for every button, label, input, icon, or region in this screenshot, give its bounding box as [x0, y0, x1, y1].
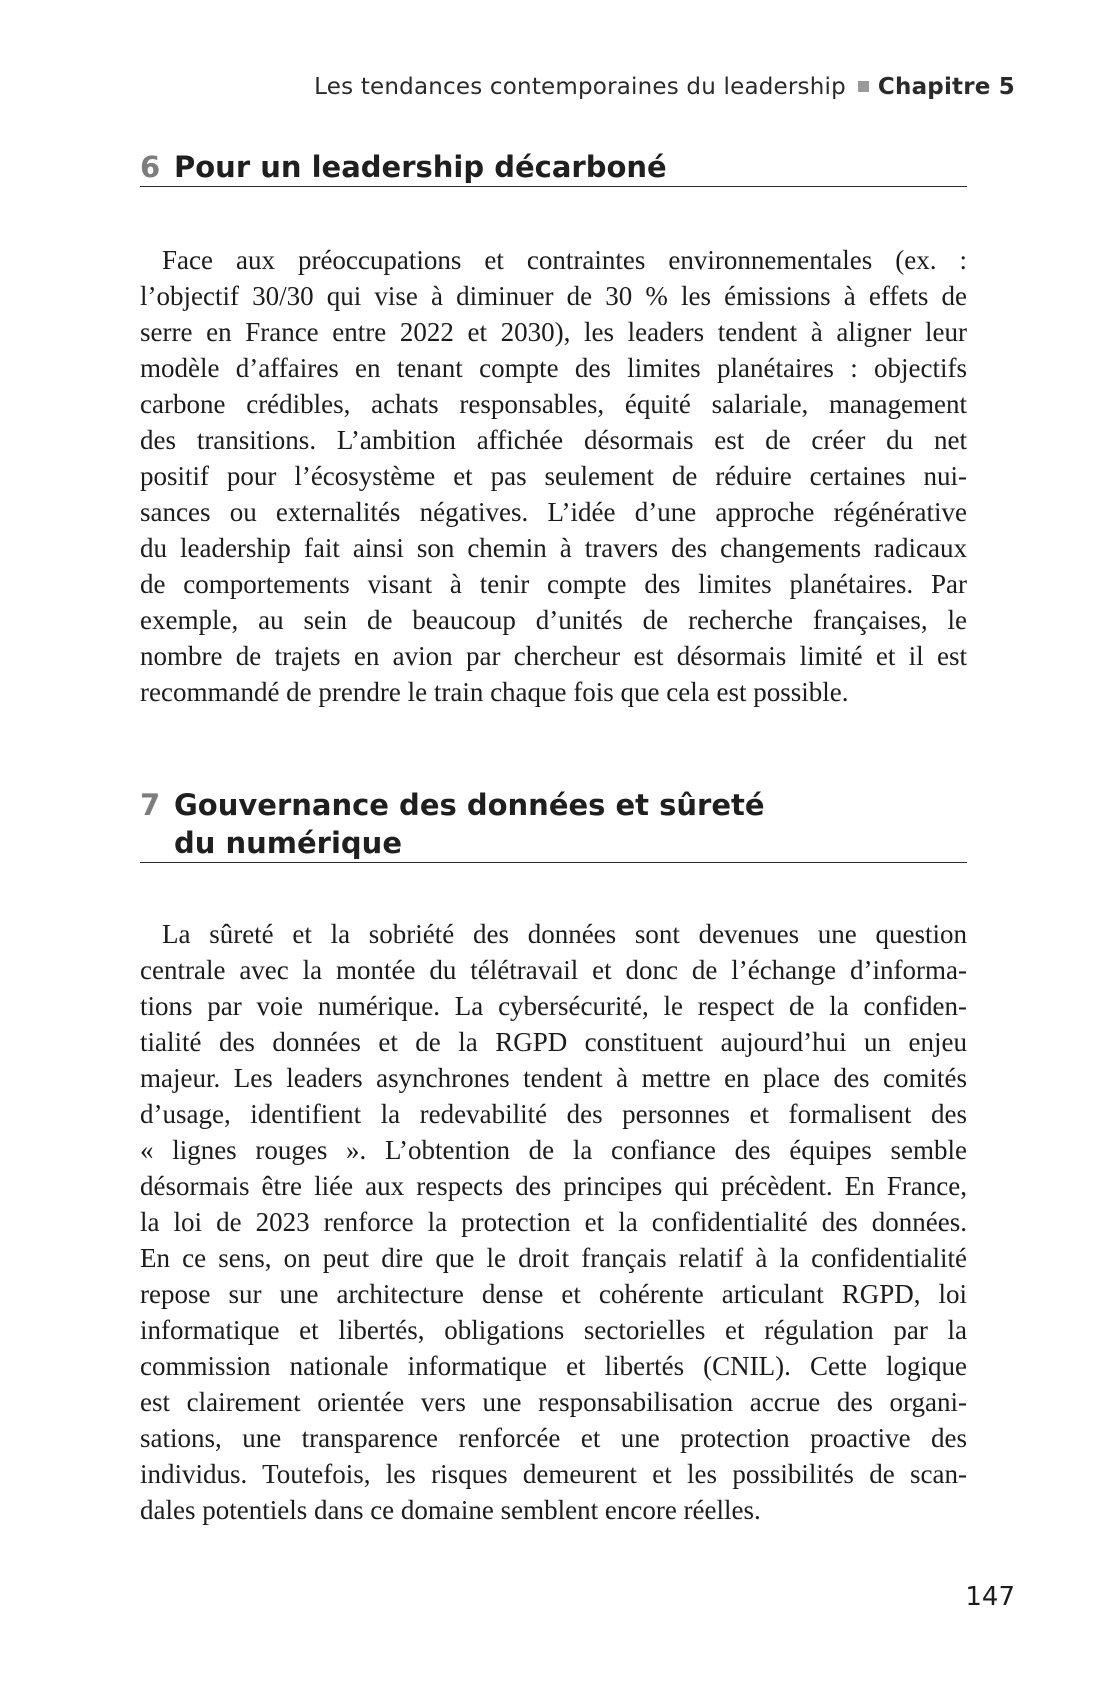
paragraph-line: des transitions. L’ambition affichée désormais est de créer du net	[140, 425, 967, 455]
paragraph-line: individus. Toutefois, les risques demeurent et les possibilités de scan-	[140, 1459, 967, 1489]
section-6-paragraph	[140, 242, 967, 710]
section-7-heading	[140, 786, 967, 863]
section-7-paragraph	[140, 916, 967, 1528]
paragraph-line: La sûreté et la sobriété des données sont devenues une question	[162, 919, 967, 949]
section-6-number: 6	[140, 150, 161, 184]
section-6-heading	[140, 148, 967, 187]
section-6-title: Pour un leadership décarboné	[174, 150, 667, 184]
paragraph-line: du leadership fait ainsi son chemin à travers des changements radicaux	[140, 533, 967, 563]
paragraph-line: positif pour l’écosystème et pas seulement de réduire certaines nui-	[140, 461, 967, 491]
paragraph-line: tions par voie numérique. La cybersécurité, le respect de la confiden-	[140, 991, 967, 1021]
running-head	[314, 74, 1015, 100]
paragraph-line: d’usage, identifient la redevabilité des personnes et formalisent des	[140, 1099, 967, 1129]
section-7-number: 7	[140, 788, 161, 822]
section-7-title-line-1: Gouvernance des données et sûreté	[174, 788, 765, 822]
running-head-chapter: Chapitre 5	[877, 74, 1015, 100]
running-head-title: Les tendances contemporaines du leadership	[314, 74, 846, 100]
paragraph-line: « lignes rouges ». L’obtention de la confiance des équipes semble	[140, 1135, 967, 1165]
paragraph-line: exemple, au sein de beaucoup d’unités de recherche françaises, le	[140, 605, 967, 635]
paragraph-line: l’objectif 30/30 qui vise à diminuer de 30 % les émissions à effets de	[140, 281, 967, 311]
paragraph-line: dales potentiels dans ce domaine semblent encore réelles.	[140, 1495, 761, 1525]
paragraph-line: sances ou externalités négatives. L’idée d’une approche régénérative	[140, 497, 967, 527]
paragraph-line: sations, une transparence renforcée et une protection proactive des	[140, 1423, 967, 1453]
paragraph-line: la loi de 2023 renforce la protection et la confidentialité des données.	[140, 1207, 967, 1237]
page-number: 147	[965, 1582, 1015, 1612]
paragraph-line: est clairement orientée vers une responsabilisation accrue des organi-	[140, 1387, 967, 1417]
paragraph-line: modèle d’affaires en tenant compte des limites planétaires : objectifs	[140, 353, 967, 383]
paragraph-line: carbone crédibles, achats responsables, équité salariale, management	[140, 389, 967, 419]
paragraph-line: centrale avec la montée du télétravail et donc de l’échange d’informa-	[140, 955, 967, 985]
paragraph-line: serre en France entre 2022 et 2030), les leaders tendent à aligner leur	[140, 317, 967, 347]
paragraph-line: de comportements visant à tenir compte des limites planétaires. Par	[140, 569, 967, 599]
section-7-title-line-2: du numérique	[174, 826, 402, 860]
paragraph-line: Face aux préoccupations et contraintes environnementales (ex. :	[162, 245, 967, 275]
paragraph-line: majeur. Les leaders asynchrones tendent à mettre en place des comités	[140, 1063, 967, 1093]
paragraph-line: nombre de trajets en avion par chercheur est désormais limité et il est	[140, 641, 967, 671]
paragraph-line: commission nationale informatique et libertés (CNIL). Cette logique	[140, 1351, 967, 1381]
paragraph-line: repose sur une architecture dense et cohérente articulant RGPD, loi	[140, 1279, 967, 1309]
paragraph-line: En ce sens, on peut dire que le droit français relatif à la confidentialité	[140, 1243, 967, 1273]
paragraph-line: désormais être liée aux respects des principes qui précèdent. En France,	[140, 1171, 967, 1201]
separator-square-icon	[858, 81, 869, 92]
paragraph-line: recommandé de prendre le train chaque fois que cela est possible.	[140, 677, 849, 707]
paragraph-line: tialité des données et de la RGPD constituent aujourd’hui un enjeu	[140, 1027, 967, 1057]
paragraph-line: informatique et libertés, obligations sectorielles et régulation par la	[140, 1315, 967, 1345]
